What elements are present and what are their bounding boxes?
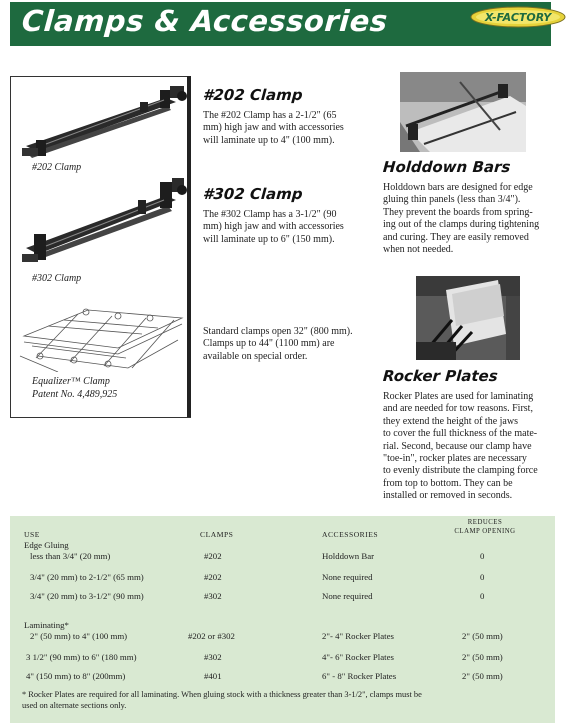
cell-accessories: None required <box>322 591 373 601</box>
text-line: installed or removed in seconds. <box>383 490 513 502</box>
group-edge-gluing: Edge Gluing <box>24 540 69 550</box>
text-302 <box>203 209 378 246</box>
clamp-302-image <box>16 176 188 270</box>
cell-accessories: Holddown Bar <box>322 551 375 561</box>
text-line: Standard clamps open 32" (800 mm). <box>203 326 353 337</box>
text-line: and curing. They are easily removed <box>383 231 529 243</box>
text-line: Clamps up to 44" (1100 mm) are <box>203 338 335 350</box>
footnote-continued: used on alternate sections only. <box>22 701 127 710</box>
text-line: to evenly distribute the clamping force <box>383 465 538 477</box>
text-line: rial. Second, because our clamp have <box>383 440 532 452</box>
text-line: they extend the height of the jaws <box>383 415 518 427</box>
rocker-plates-photo <box>416 276 520 360</box>
cell-use: 4" (150 mm) to 8" (200mm) <box>26 671 126 681</box>
cell-accessories: 6" - 8" Rocker Plates <box>322 671 397 681</box>
cell-clamps: #202 <box>204 572 222 582</box>
text-line: when not needed. <box>383 244 454 256</box>
col-header-accessories: ACCESSORIES <box>322 530 379 539</box>
text-line: available on special order. <box>203 350 308 362</box>
clamp-202-image <box>16 84 188 164</box>
logo-text: X-FACTORY <box>484 11 552 24</box>
cell-clamps: #302 <box>204 591 222 601</box>
text-line: The #202 Clamp has a 2-1/2" (65 <box>203 110 337 121</box>
cell-clamps: #401 <box>204 671 222 681</box>
text-line: mm) high jaw and with accessories <box>203 122 344 134</box>
text-line: The #302 Clamp has a 3-1/2" (90 <box>203 209 337 220</box>
footnote: * Rocker Plates are required for all laminating. When gluing stock with a thickness greater than 3-1/2", clamps must be <box>22 690 422 699</box>
caption-202: #202 Clamp <box>32 162 82 173</box>
text-line: will laminate up to 4" (100 mm). <box>203 134 335 146</box>
caption-302: #302 Clamp <box>32 273 82 284</box>
cell-reduces: 2" (50 mm) <box>462 631 503 641</box>
heading-302: #302 Clamp <box>202 185 304 203</box>
text-line: mm) high jaw and with accessories <box>203 221 344 233</box>
usage-table <box>10 516 555 723</box>
text-line: to cover the full thickness of the mate- <box>383 428 538 440</box>
cell-reduces: 0 <box>480 572 485 582</box>
text-line: from top to bottom. They can be <box>383 477 513 489</box>
group-laminating: Laminating* <box>24 620 69 630</box>
text-line: ing out of the clamps during tightening <box>383 219 540 231</box>
cell-reduces: 0 <box>480 551 485 561</box>
col-header-clamp-opening: CLAMP OPENING <box>454 528 516 535</box>
cell-clamps: #302 <box>204 652 222 662</box>
heading-202: #202 Clamp <box>202 86 304 104</box>
col-header-clamps: CLAMPS <box>200 530 234 539</box>
col-header-use: USE <box>24 530 40 539</box>
text-line: Holddown bars are designed for edge <box>383 182 533 193</box>
cell-use: 3 1/2" (90 mm) to 6" (180 mm) <box>26 652 137 662</box>
cell-accessories: 4"- 6" Rocker Plates <box>322 652 394 662</box>
col-header-reduces: REDUCES <box>467 519 503 526</box>
caption-equalizer: Equalizer™ Clamp <box>32 376 110 387</box>
cell-use: 3/4" (20 mm) to 3-1/2" (90 mm) <box>30 591 144 601</box>
caption-patent: Patent No. 4,489,925 <box>32 389 118 400</box>
heading-rocker: Rocker Plates <box>382 367 499 385</box>
cell-reduces: 2" (50 mm) <box>462 652 503 662</box>
cell-use: 3/4" (20 mm) to 2-1/2" (65 mm) <box>30 572 144 582</box>
cell-reduces: 0 <box>480 591 485 601</box>
text-line: will laminate up to 6" (150 mm). <box>203 233 335 245</box>
cell-use: 2" (50 mm) to 4" (100 mm) <box>30 631 128 641</box>
text-line: gluing thin panels (less than 3/4"). <box>383 194 521 206</box>
cell-clamps: #202 or #302 <box>188 631 235 641</box>
text-line: "toe-in", rocker plates are necessary <box>383 453 527 465</box>
text-line: and are needed for tow reasons. First, <box>383 403 533 415</box>
text-standard-clamps <box>203 326 378 363</box>
heading-holddown: Holddown Bars <box>382 158 512 176</box>
cell-reduces: 2" (50 mm) <box>462 671 503 681</box>
text-rocker <box>383 391 568 503</box>
page-title: Clamps & Accessories <box>20 4 389 38</box>
text-line: They prevent the boards from spring- <box>383 206 533 218</box>
x-factory-logo <box>470 6 566 28</box>
cell-accessories: None required <box>322 572 373 582</box>
text-holddown <box>383 182 563 256</box>
equalizer-clamp-image <box>18 296 186 372</box>
text-line: Rocker Plates are used for laminating <box>383 391 534 402</box>
cell-accessories: 2"- 4" Rocker Plates <box>322 631 394 641</box>
holddown-bars-photo <box>400 72 526 152</box>
text-202 <box>203 110 378 147</box>
cell-clamps: #202 <box>204 551 222 561</box>
cell-use: less than 3/4" (20 mm) <box>30 551 111 561</box>
